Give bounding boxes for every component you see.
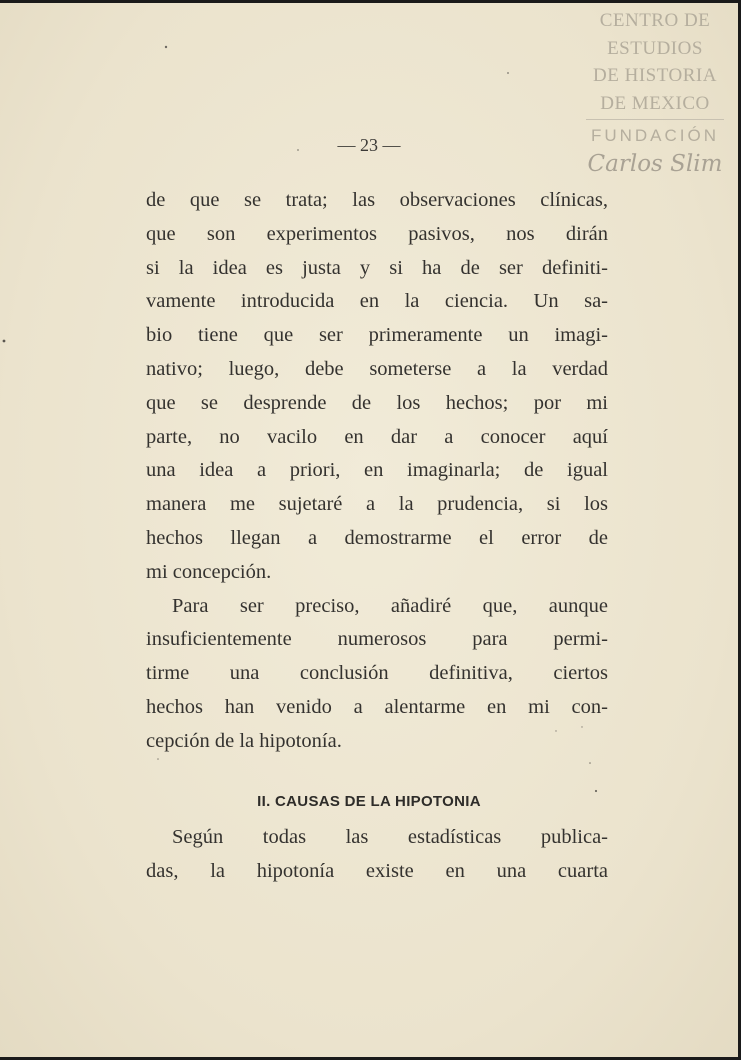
text-line: de que se trata; las observaciones clínicas, [146, 189, 608, 211]
page-number: — 23 — [337, 135, 401, 155]
text-line: cepción de la hipotonía. [146, 729, 342, 752]
text-line: mi concepción. [146, 560, 272, 583]
watermark-line: CENTRO DE [599, 10, 711, 31]
watermark-line: DE MEXICO [600, 92, 710, 114]
watermark-line: DE HISTORIA [593, 65, 717, 86]
document-page [0, 3, 738, 1057]
text-line: una idea a priori, en imaginarla; de igual [146, 459, 608, 482]
text-line: hechos llegan a demostrarme el error de [146, 526, 608, 549]
section-heading: II. CAUSAS DE LA HIPOTONIA [257, 793, 481, 810]
watermark-divider [586, 119, 724, 120]
watermark-foundation: FUNDACIÓN [590, 126, 720, 145]
text-line: si la idea es justa y si ha de ser definiti- [146, 256, 608, 279]
text-line: bio tiene que ser primeramente un imagi- [146, 324, 608, 347]
text-line: das, la hipotonía existe en una cuarta [146, 859, 608, 882]
text-line: que son experimentos pasivos, nos dirán [146, 222, 608, 245]
text-line: tirme una conclusión definitiva, ciertos [146, 662, 608, 685]
body-text-upper [146, 184, 608, 759]
text-line: vamente introducida en la ciencia. Un sa- [146, 290, 608, 313]
text-line: que se desprende de los hechos; por mi [146, 391, 608, 414]
text-line: Según todas las estadísticas publica- [172, 826, 608, 848]
watermark-signature: Carlos Slim [587, 151, 723, 177]
text-line: insuficientemente numerosos para permi- [146, 628, 608, 651]
body-text-lower [146, 821, 608, 889]
text-line: Para ser preciso, añadiré que, aunque [172, 594, 608, 617]
text-line: nativo; luego, debe someterse a la verdad [146, 357, 608, 380]
text-line: parte, no vacilo en dar a conocer aquí [146, 425, 608, 448]
watermark-line: ESTUDIOS [607, 37, 703, 59]
text-line: manera me sujetaré a la prudencia, si los [146, 493, 608, 516]
text-line: hechos han venido a alentarme en mi con- [146, 695, 608, 718]
